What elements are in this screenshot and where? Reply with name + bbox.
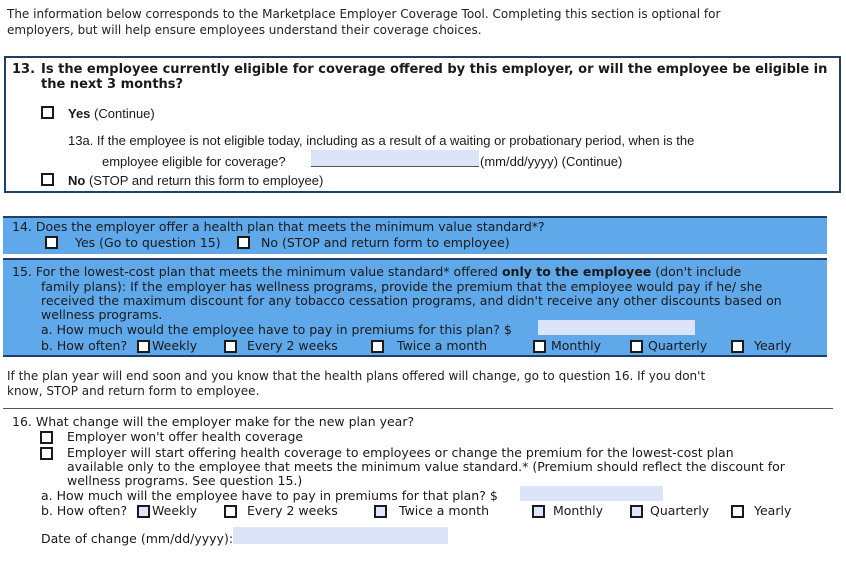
q13-question-line-1: Is the employee currently eligible for coverage offered by this employer, or will the employee be eligible in [41, 62, 828, 77]
q16-every2weeks-checkbox[interactable] [224, 505, 237, 518]
q16-quarterly-label: Quarterly [650, 503, 710, 518]
q15-line-4: wellness programs. [41, 307, 163, 322]
q15-a-label: a. How much would the employee have to pay in premiums for this plan? $ [41, 322, 512, 337]
q15-line-1 [12, 264, 741, 279]
q13a-line-1: 13a. If the employee is not eligible today, including as a result of a waiting or probationary period, when is the [68, 133, 695, 148]
q13-number: 13. [12, 62, 36, 77]
q16-quarterly-checkbox[interactable] [630, 505, 643, 518]
q16-b-label: b. How often? [41, 503, 128, 518]
q16-every2weeks-label: Every 2 weeks [247, 503, 338, 518]
q16-offer-coverage-checkbox[interactable] [40, 447, 53, 460]
q15-premium-field[interactable] [538, 320, 695, 335]
note-line-2: know, STOP and return form to employee. [7, 384, 260, 398]
q13a-date-field[interactable] [311, 150, 479, 167]
intro-line-1: The information below corresponds to the Marketplace Employer Coverage Tool. Completing this section is optional for [7, 7, 721, 21]
q15-line-1-pre: 15. For the lowest-cost plan that meets the minimum value standard* offered [12, 264, 502, 279]
q13a-date-suffix: (mm/dd/yyyy) (Continue) [480, 154, 623, 169]
q15-yearly-label: Yearly [754, 338, 792, 353]
q15-monthly-label: Monthly [551, 338, 602, 353]
q15-weekly-label: Weekly [152, 338, 198, 353]
q15-yearly-checkbox[interactable] [731, 340, 744, 353]
q16-offer-coverage-line-2: available only to the employee that meets the minimum value standard.* (Premium should reflect the discount for [67, 459, 785, 474]
q16-yearly-label: Yearly [754, 503, 792, 518]
q15-quarterly-checkbox[interactable] [630, 340, 643, 353]
q13-yes-checkbox[interactable] [41, 106, 54, 119]
q16-date-label: Date of change (mm/dd/yyyy): [41, 531, 234, 546]
q16-weekly-checkbox[interactable] [137, 505, 150, 518]
q16-premium-field[interactable] [520, 486, 663, 501]
q16-monthly-label: Monthly [553, 503, 604, 518]
q15-line-1-post: (don't include [651, 264, 742, 279]
q16-monthly-checkbox[interactable] [532, 505, 545, 518]
q15-line-3: received the maximum discount for any tobacco cessation programs, and didn't receive any other discounts based on [41, 293, 782, 308]
q16-question: 16. What change will the employer make for the new plan year? [12, 414, 415, 429]
q13-no-rest: (STOP and return this form to employee) [88, 173, 324, 188]
q15-weekly-checkbox[interactable] [137, 340, 150, 353]
q15-b-label: b. How often? [41, 338, 128, 353]
q14-question: 14. Does the employer offer a health plan that meets the minimum value standard*? [12, 219, 545, 234]
q13-no-label [68, 173, 323, 188]
intro-line-2: employers, but will help ensure employees understand their coverage choices. [7, 23, 482, 37]
q16-offer-coverage-line-1: Employer will start offering health coverage to employees or change the premium for the lowest-cost plan [67, 445, 734, 460]
q13-yes-label [68, 106, 155, 121]
q14-no-label: No (STOP and return form to employee) [261, 235, 510, 250]
q16-offer-coverage-line-3: wellness programs. See question 15.) [67, 473, 303, 488]
q16-twice-month-label: Twice a month [399, 503, 490, 518]
q14-yes-checkbox[interactable] [45, 236, 58, 249]
q15-quarterly-label: Quarterly [648, 338, 708, 353]
q14-no-checkbox[interactable] [237, 236, 250, 249]
q16-weekly-label: Weekly [152, 503, 198, 518]
q14-yes-label: Yes (Go to question 15) [75, 235, 221, 250]
q16-yearly-checkbox[interactable] [731, 505, 744, 518]
q13-no-bold: No [68, 173, 86, 188]
note-line-1: If the plan year will end soon and you know that the health plans offered will change, go to question 16. If you don't [7, 369, 706, 383]
q15-line-2: family plans): If the employer has wellness programs, provide the premium that the employee would pay if he/ she [41, 279, 763, 294]
q16-date-field[interactable] [233, 527, 448, 544]
q13a-line-2: employee eligible for coverage? [102, 154, 286, 169]
q16-divider [3, 408, 833, 409]
q16-twice-month-checkbox[interactable] [374, 505, 387, 518]
q15-twice-month-checkbox[interactable] [371, 340, 384, 353]
q15-every2weeks-label: Every 2 weeks [247, 338, 338, 353]
q15-twice-month-label: Twice a month [397, 338, 488, 353]
q15-every2weeks-checkbox[interactable] [224, 340, 237, 353]
q15-line-1-bold: only to the employee [501, 264, 652, 279]
q15-monthly-checkbox[interactable] [533, 340, 546, 353]
q16-no-coverage-label: Employer won't offer health coverage [67, 429, 304, 444]
q13-yes-bold: Yes [68, 106, 91, 121]
q13-yes-rest: (Continue) [94, 106, 155, 121]
q16-no-coverage-checkbox[interactable] [40, 431, 53, 444]
q13-question-line-2: the next 3 months? [41, 77, 184, 92]
q16-a-label: a. How much will the employee have to pay in premiums for that plan? $ [41, 488, 498, 503]
q13-no-checkbox[interactable] [41, 173, 54, 186]
